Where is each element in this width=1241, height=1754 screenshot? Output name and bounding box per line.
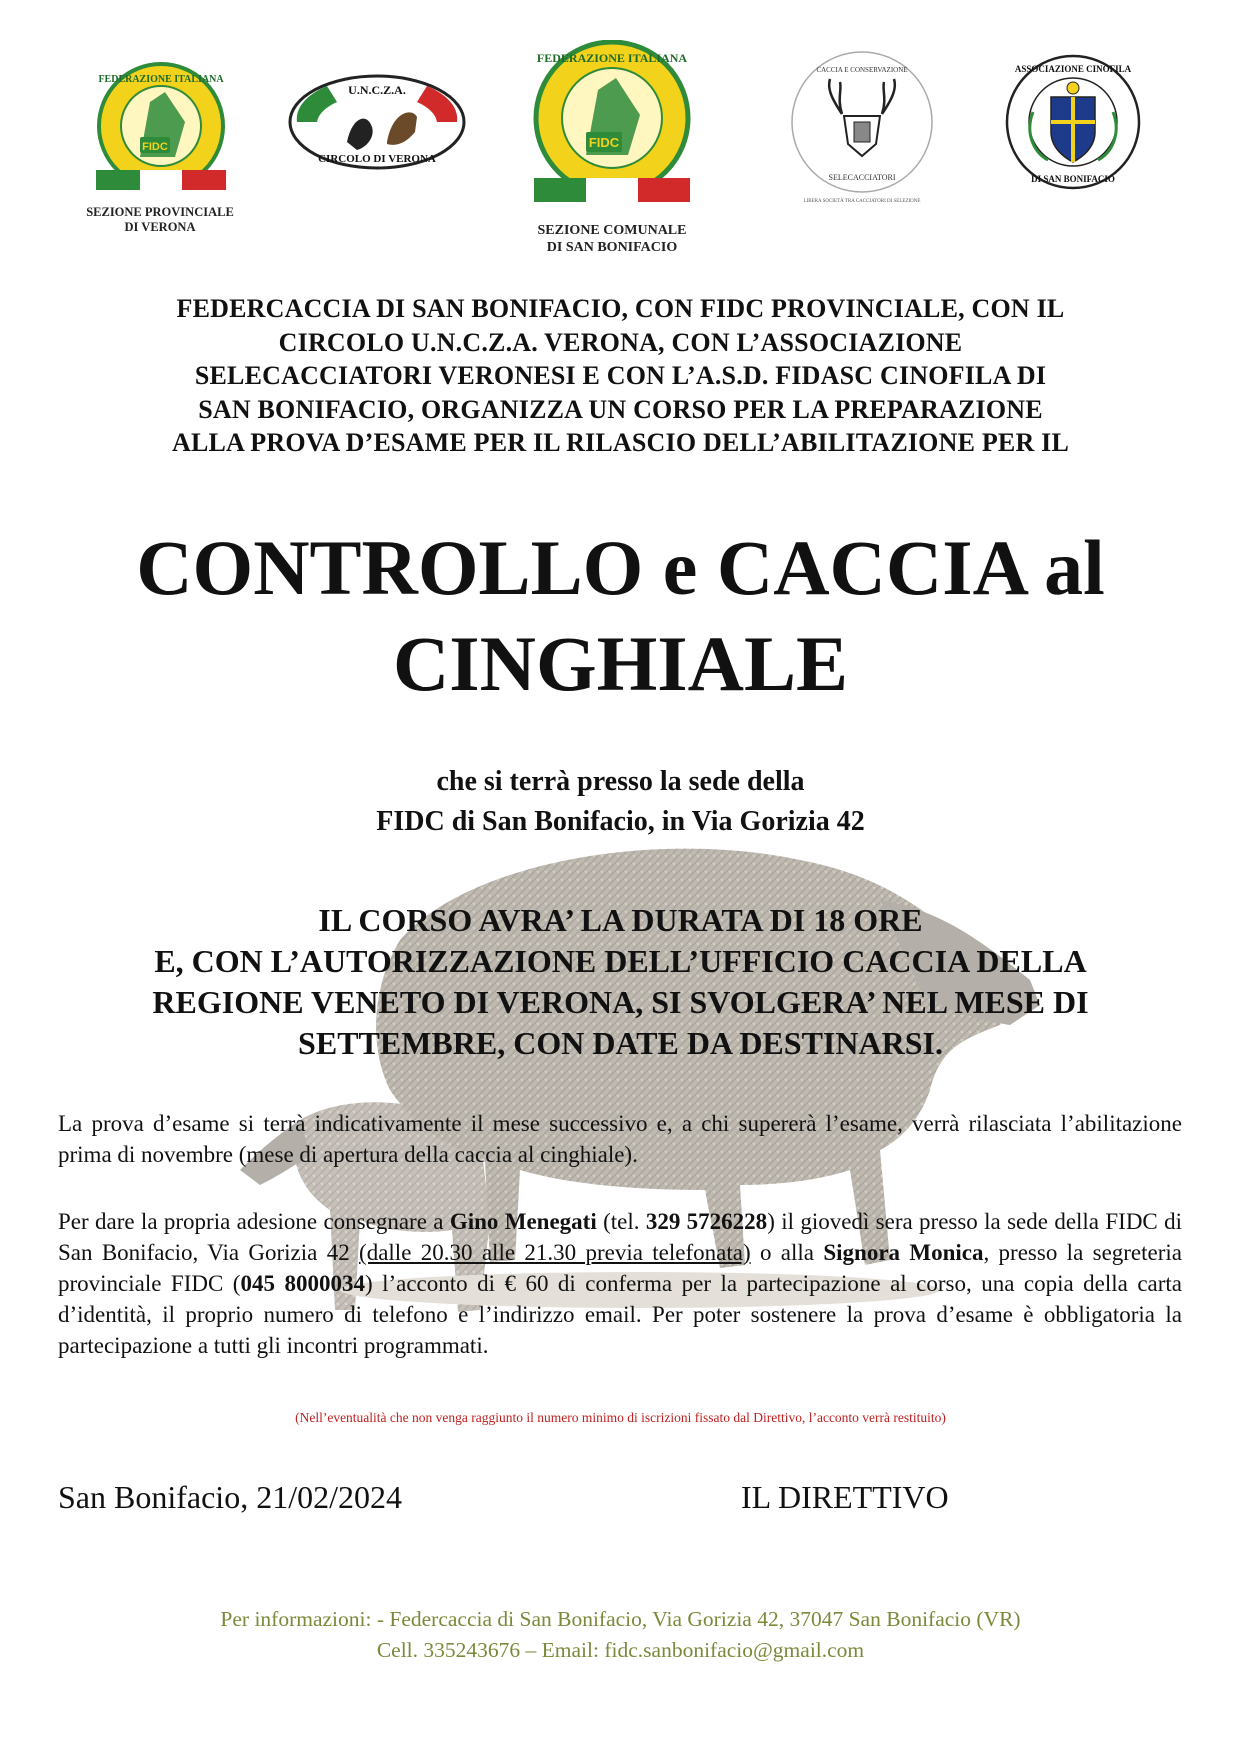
intro-line: SELECACCIATORI VERONESI E CON L’A.S.D. FIDASC CINOFILA DI [194,361,1047,390]
course-title [40,520,1201,712]
svg-text:CIRCOLO DI VERONA: CIRCOLO DI VERONA [318,153,436,165]
exam-paragraph: La prova d’esame si terrà indicativamente il mese successivo e, a chi supererà l’esame, verrà rilasciata l’abilitazione prima di novembre (mese di apertura della caccia al cinghiale). [58,1111,1182,1167]
caption-line: DI SAN BONIFACIO [546,240,678,255]
svg-text:LIBERA SOCIETÀ TRA CACCIATORI: LIBERA SOCIETÀ TRA CACCIATORI DI SELEZIONE [803,199,921,204]
duration-line: SETTEMBRE, CON DATE DA DESTINARSI. [298,1025,943,1061]
caption-line: DI VERONA [124,220,196,234]
signature: IL DIRETTIVO [741,1479,949,1515]
refund-note: (Nell’eventualità che non venga raggiunto il numero minimo di iscrizioni fissato dal Direttivo, l’acconto verrà restituito) [295,1410,946,1425]
title-line: CONTROLLO e CACCIA al [136,524,1105,611]
fidc-provincial-logo [90,62,232,200]
place-date: San Bonifacio, 21/02/2024 [58,1479,402,1515]
contact-name-gino: Gino Menegati [449,1209,597,1234]
duration-line: REGIONE VENETO DI VERONA, SI SVOLGERA’ NEL MESE DI [152,984,1089,1020]
venue-line: che si terrà presso la sede della [436,766,805,797]
phone-segreteria[interactable]: 045 8000034 [240,1271,365,1296]
text-run: ) l’acconto di € 60 di conferma per la partecipazione al corso, una copia della carta d’identità, il proprio numero di telefono e l’indirizzo email. Per poter sostenere la prova d’esame è obbligatoria la partecipazione a tutti gli incontri programmati. [58,1271,1183,1358]
venue-text [60,762,1181,842]
text-run: Per dare la propria adesione consegnare a [58,1209,450,1234]
text-run: o alla [750,1240,824,1265]
fidc-provincial-caption [80,205,240,235]
uncza-logo [287,72,467,172]
svg-text:U.N.C.Z.A.: U.N.C.Z.A. [348,83,406,97]
duration-line: IL CORSO AVRA’ LA DURATA DI 18 ORE [318,902,923,938]
intro-line: FEDERCACCIA DI SAN BONIFACIO, CON FIDC PROVINCIALE, CON IL [176,294,1065,323]
text-run: (tel. [596,1209,646,1234]
intro-line: SAN BONIFACIO, ORGANIZZA UN CORSO PER LA PREPARAZIONE [198,394,1043,424]
svg-text:FIDC: FIDC [142,141,168,153]
fidc-communal-logo [528,40,696,212]
intro-line: CIRCOLO U.N.C.Z.A. VERONA, CON L’ASSOCIAZIONE [278,327,963,357]
svg-text:CACCIA E CONSERVAZIONE: CACCIA E CONSERVAZIONE [816,66,908,74]
footer-address: Per informazioni: - Federcaccia di San Bonifacio, Via Gorizia 42, 37047 San Bonifacio (VR) [220,1607,1021,1631]
svg-text:DI SAN BONIFACIO: DI SAN BONIFACIO [1031,174,1115,184]
phone-gino[interactable]: 329 5726228 [645,1209,768,1234]
caption-line: SEZIONE COMUNALE [537,223,687,238]
text-run: ) il giovedì sera presso la sede della FIDC di San Bonifacio, Via Gorizia 42 [58,1209,1183,1265]
venue-line: FIDC di San Bonifacio, in Via Gorizia 42 [376,806,865,837]
svg-text:FEDERAZIONE ITALIANA: FEDERAZIONE ITALIANA [536,51,688,65]
caption-line: SEZIONE PROVINCIALE [86,205,234,219]
registration-paragraph [58,1206,1182,1361]
footer-contact [60,1604,1181,1666]
fidc-communal-caption [520,222,704,256]
svg-text:FIDC: FIDC [588,135,620,150]
svg-text:SELECACCIATORI: SELECACCIATORI [828,173,896,182]
cinofila-logo [1003,52,1143,194]
duration-text [50,900,1191,1064]
intro-text [60,292,1181,460]
opening-hours: (dalle 20.30 alle 21.30 previa telefonata) [359,1240,751,1265]
title-line: CINGHIALE [392,620,849,707]
selecacciatori-logo [782,44,942,208]
intro-line: ALLA PROVA D’ESAME PER IL RILASCIO DELL’ABILITAZIONE PER IL [172,428,1069,457]
svg-text:ASSOCIAZIONE CINOFILA: ASSOCIAZIONE CINOFILA [1014,64,1132,74]
footer-phone-email[interactable]: Cell. 335243676 – Email: fidc.sanbonifacio@gmail.com [376,1638,865,1662]
duration-line: E, CON L’AUTORIZZAZIONE DELL’UFFICIO CACCIA DELLA [154,943,1087,979]
text-run: , presso la segreteria provinciale FIDC ( [58,1240,1182,1296]
svg-text:FEDERAZIONE ITALIANA: FEDERAZIONE ITALIANA [98,74,224,85]
contact-name-monica: Signora Monica [823,1240,984,1265]
